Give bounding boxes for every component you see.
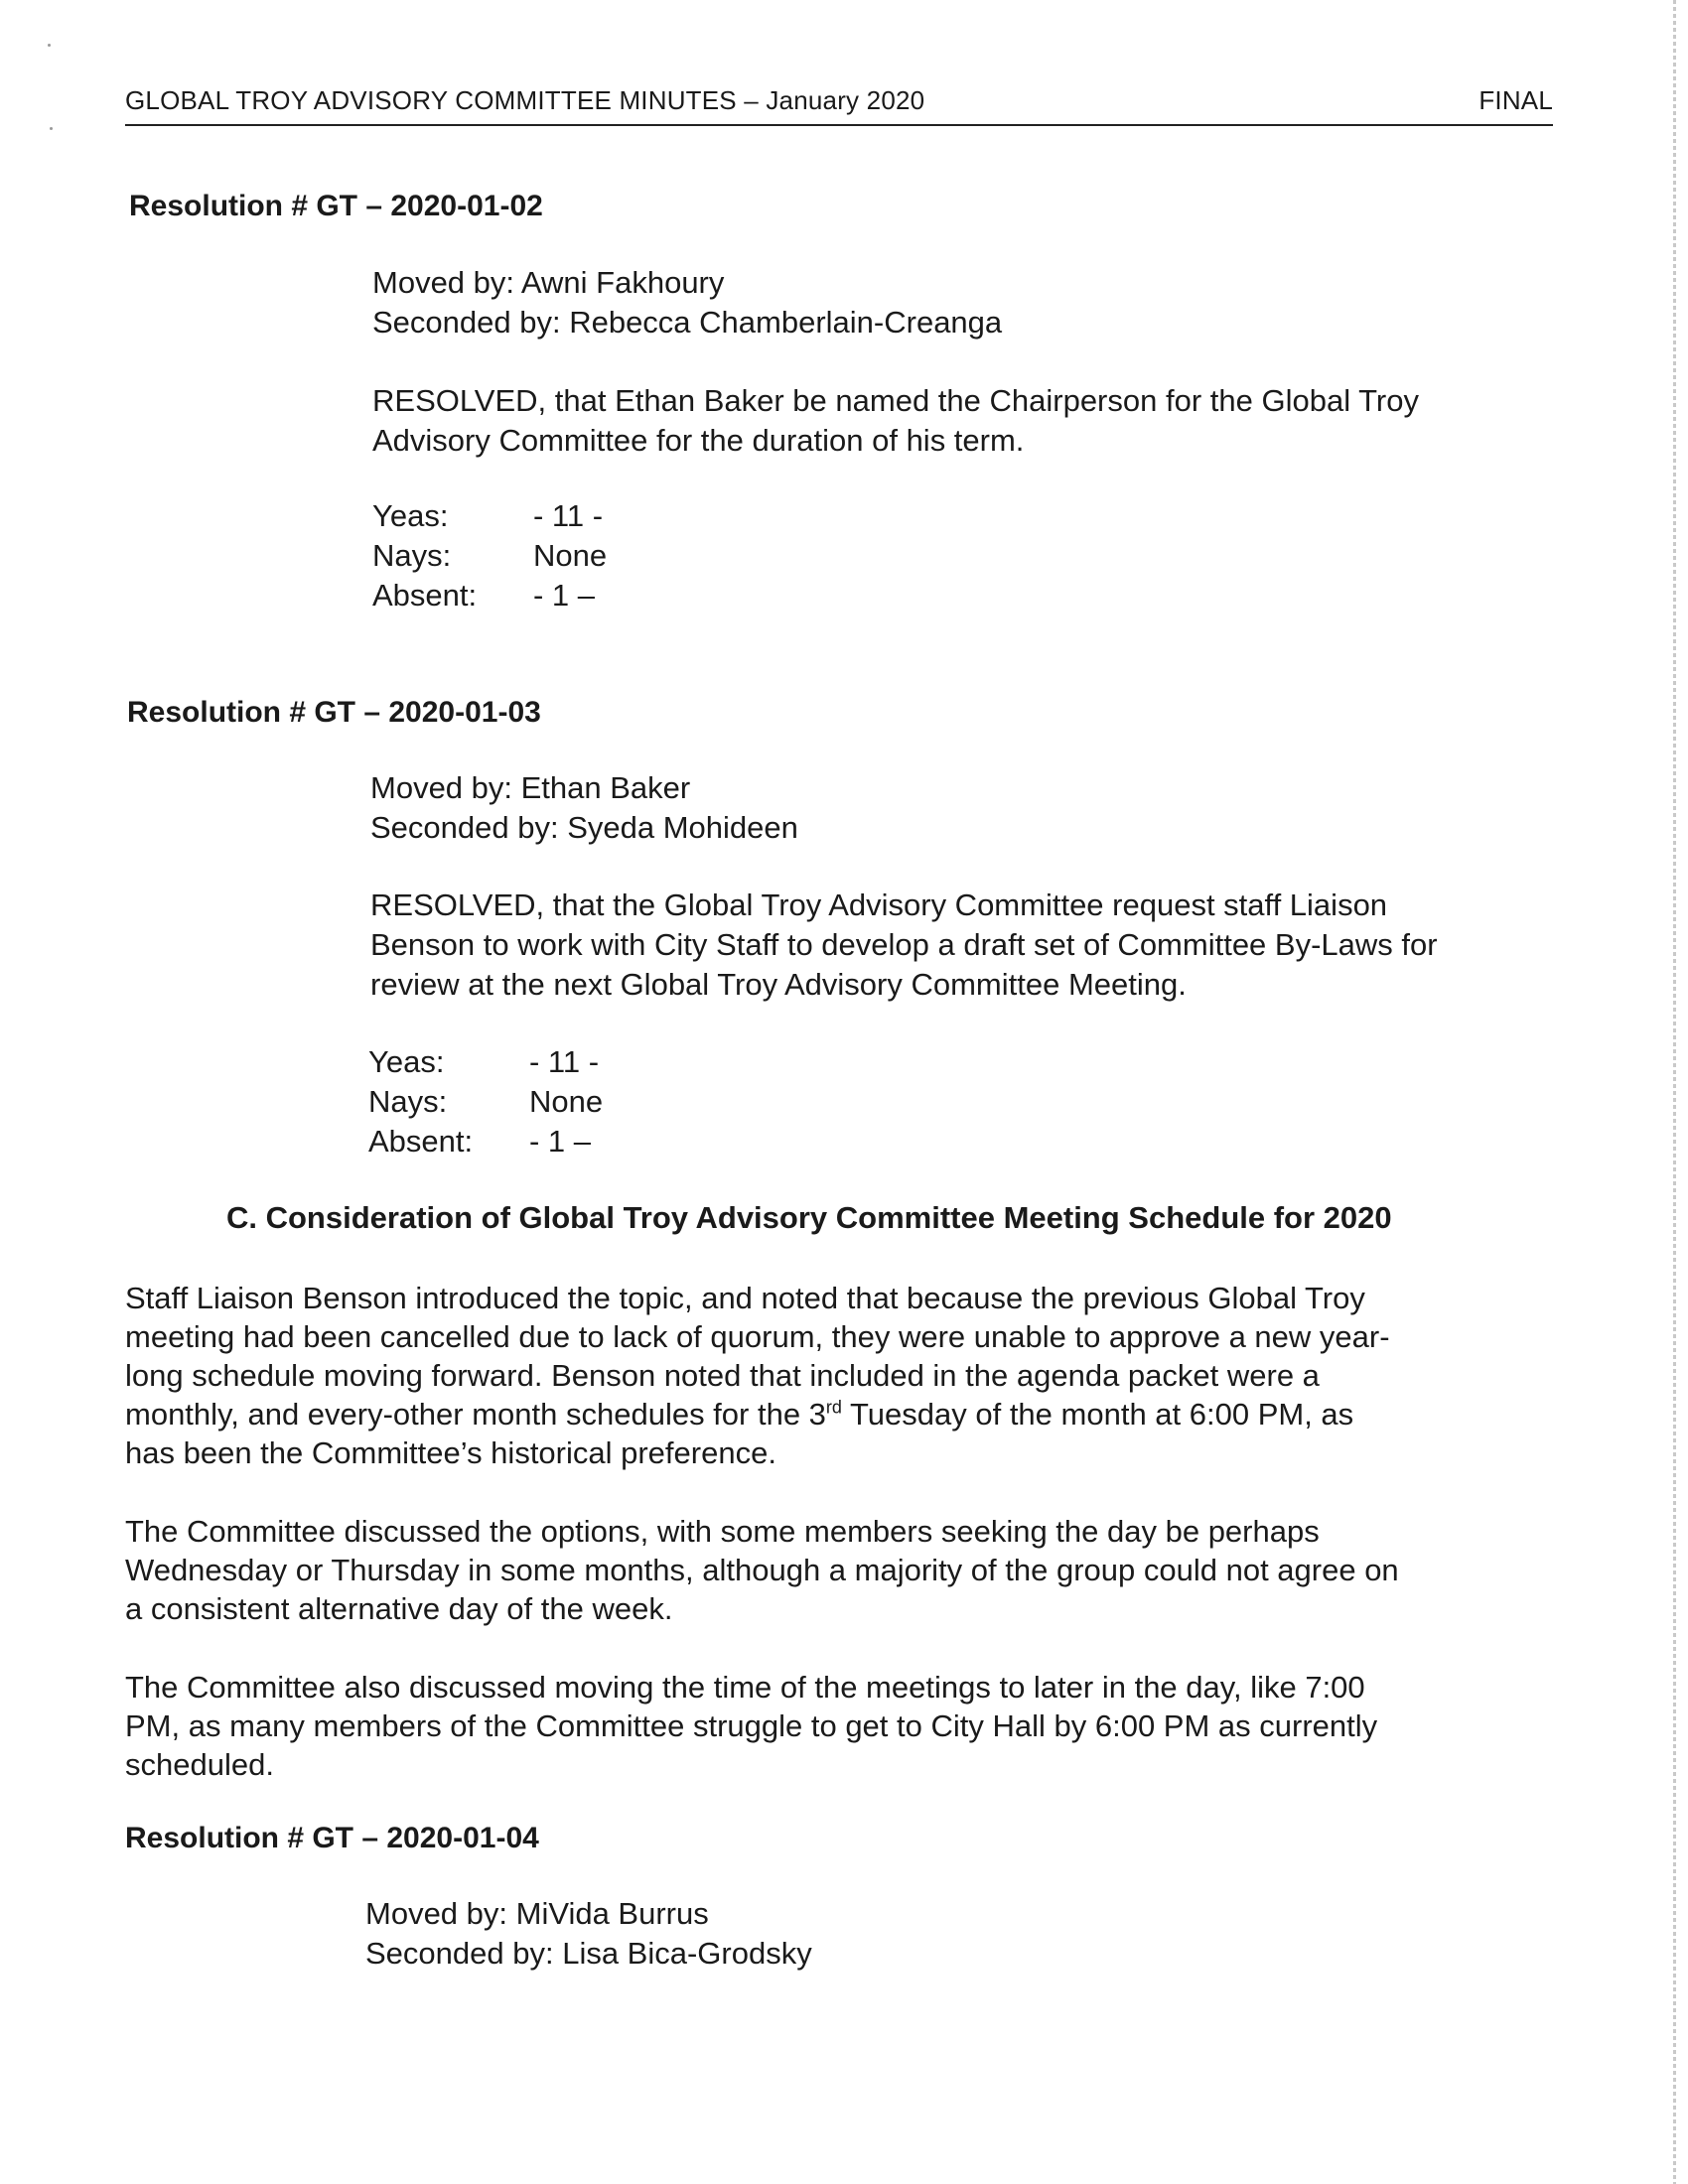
seconded-by: Seconded by: Syeda Mohideen (370, 810, 798, 845)
moved-by: Moved by: MiVida Burrus (365, 1896, 709, 1931)
resolution-movers (372, 263, 1564, 342)
resolved-line: Advisory Committee for the duration of his term. (372, 423, 1025, 458)
nays-value: None (529, 1084, 604, 1119)
vote-tally (372, 496, 1564, 615)
absent-label: Absent: (372, 578, 478, 613)
seconded-by: Seconded by: Rebecca Chamberlain-Creanga (372, 305, 1003, 340)
text-run: Tuesday of the month at 6:00 PM, as (841, 1397, 1354, 1432)
resolution-movers (370, 768, 1562, 848)
absent-label: Absent: (368, 1124, 474, 1159)
paragraph-line: The Committee discussed the options, with some members seeking the day be perhaps (125, 1514, 1320, 1549)
moved-by: Moved by: Awni Fakhoury (372, 265, 725, 300)
vote-tally (368, 1042, 1560, 1161)
section-heading: C. Consideration of Global Troy Advisory Committee Meeting Schedule for 2020 (226, 1200, 1392, 1235)
nays-label: Nays: (372, 538, 452, 573)
resolution-text (370, 886, 1562, 1005)
scan-speck (50, 127, 53, 130)
resolved-line: RESOLVED, that Ethan Baker be named the Chairperson for the Global Troy (372, 383, 1419, 418)
resolved-line: RESOLVED, that the Global Troy Advisory Committee request staff Liaison (370, 887, 1388, 922)
scan-speck (48, 44, 51, 47)
absent-value: - 1 – (529, 1124, 592, 1159)
yeas-label: Yeas: (372, 498, 449, 533)
paragraph-line: scheduled. (125, 1747, 274, 1782)
resolution-heading: Resolution # GT – 2020-01-02 (129, 190, 543, 222)
moved-by: Moved by: Ethan Baker (370, 770, 691, 805)
text-run: monthly, and every-other month schedules for the 3 (125, 1397, 826, 1432)
paragraph-line: Wednesday or Thursday in some months, although a majority of the group could not agree on (125, 1553, 1399, 1587)
nays-label: Nays: (368, 1084, 448, 1119)
ordinal-suffix: rd (825, 1397, 842, 1418)
seconded-by: Seconded by: Lisa Bica-Grodsky (365, 1936, 812, 1971)
paragraph (125, 1512, 1555, 1628)
absent-value: - 1 – (533, 578, 596, 613)
paragraph-line: PM, as many members of the Committee struggle to get to City Hall by 6:00 PM as currently (125, 1708, 1378, 1743)
yeas-value: - 11 - (533, 498, 604, 533)
paragraph-line: Staff Liaison Benson introduced the topic, and noted that because the previous Global Troy (125, 1281, 1365, 1315)
resolution-movers (365, 1894, 1557, 1974)
scan-edge-artifact (1673, 0, 1676, 2184)
paragraph-line: has been the Committee’s historical preference. (125, 1435, 776, 1470)
resolved-line: review at the next Global Troy Advisory Committee Meeting. (370, 967, 1187, 1002)
paragraph-line (125, 1395, 1555, 1433)
paragraph-line: a consistent alternative day of the week. (125, 1591, 673, 1626)
header-title: GLOBAL TROY ADVISORY COMMITTEE MINUTES – January 2020 (125, 85, 925, 115)
yeas-value: - 11 - (529, 1044, 600, 1079)
paragraph-line: long schedule moving forward. Benson noted that included in the agenda packet were a (125, 1358, 1320, 1393)
paragraph-line: meeting had been cancelled due to lack of quorum, they were unable to approve a new year- (125, 1319, 1390, 1354)
paragraph (125, 1668, 1555, 1784)
paragraph-line: The Committee also discussed moving the time of the meetings to later in the day, like 7:00 (125, 1670, 1365, 1705)
paragraph (125, 1279, 1555, 1472)
nays-value: None (533, 538, 608, 573)
resolution-heading: Resolution # GT – 2020-01-04 (125, 1822, 539, 1854)
yeas-label: Yeas: (368, 1044, 445, 1079)
header-status: FINAL (1478, 85, 1553, 115)
resolution-text (372, 381, 1564, 461)
resolution-heading: Resolution # GT – 2020-01-03 (127, 696, 541, 729)
resolved-line: Benson to work with City Staff to develop a draft set of Committee By-Laws for (370, 927, 1438, 962)
page-header (125, 85, 1553, 126)
